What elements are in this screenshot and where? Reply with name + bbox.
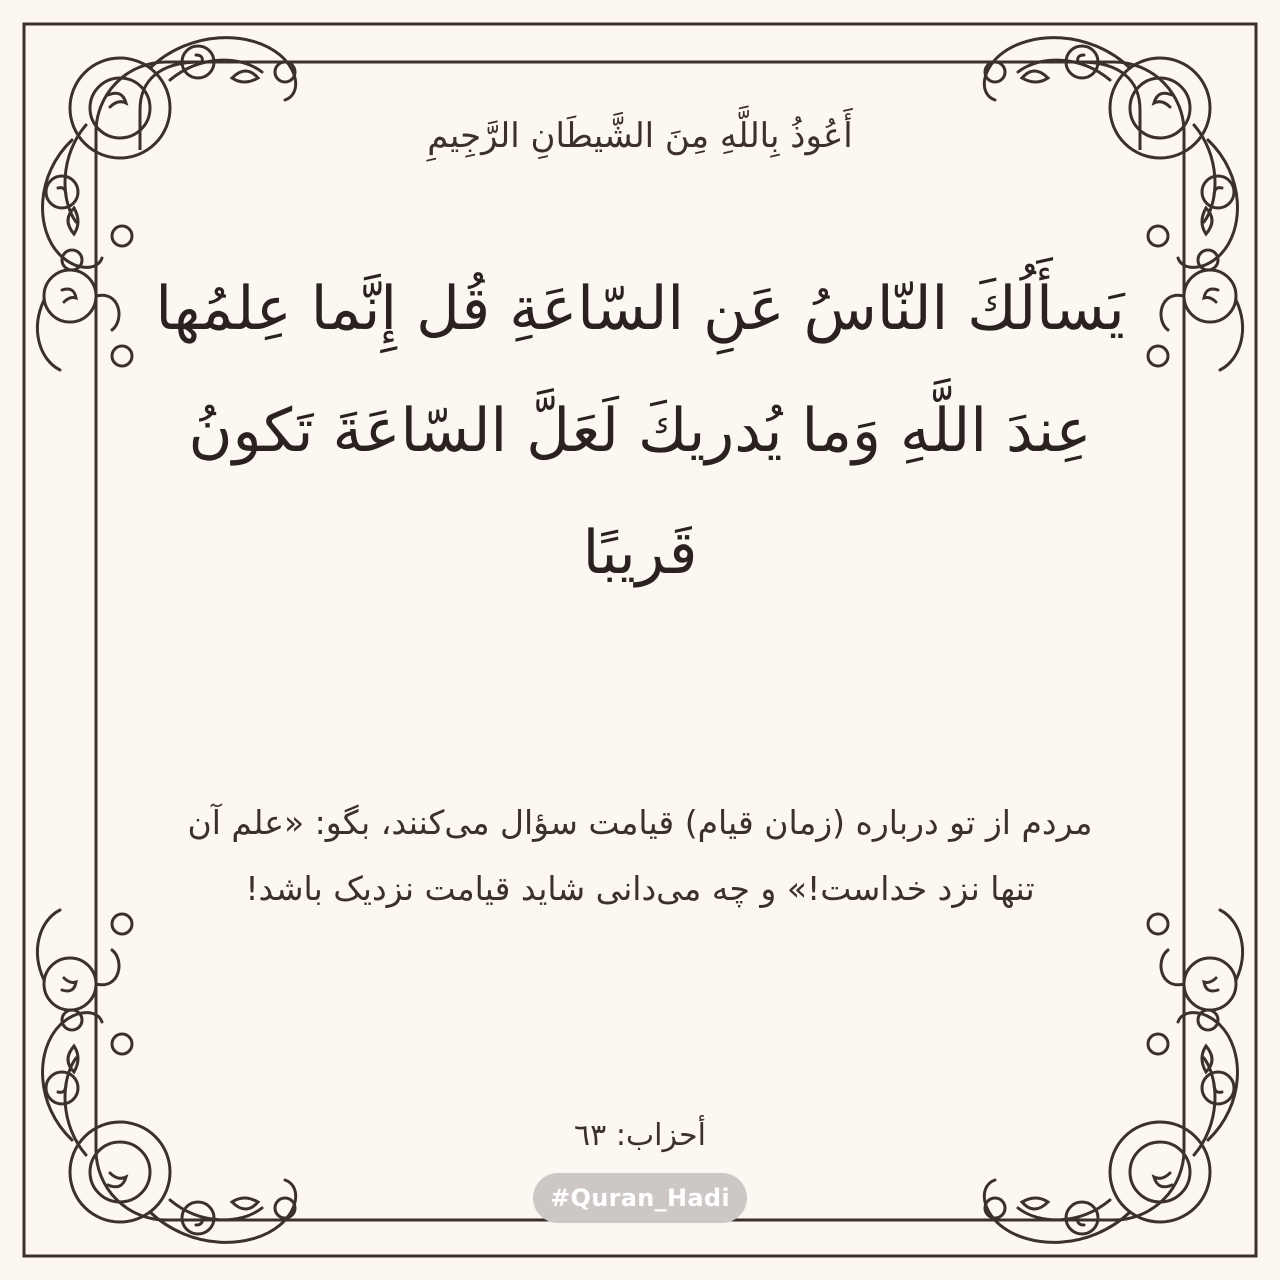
quran-verse: يَسأَلُكَ النّاسُ عَنِ السّاعَةِ قُل إِنَّما عِلمُها عِندَ اللَّهِ وَما يُدريكَ لَعَلَّ السّاعَةَ تَكونُ قَريبًا [155, 274, 1125, 588]
istiadha-text: أَعُوذُ بِاللَّهِ مِنَ الشَّيطَانِ الرَّجِيمِ [427, 116, 853, 156]
persian-translation: مردم از تو درباره (زمان قیام) قیامت سؤال می‌کنند، بگو: «علم آن تنها نزد خداست!» و چه می‌دانی شاید قیامت نزدیک باشد! [187, 803, 1093, 908]
verse-reference: أحزاب: ٦٣ [574, 1118, 706, 1153]
hashtag-badge: #Quran_Hadi [533, 1173, 747, 1223]
